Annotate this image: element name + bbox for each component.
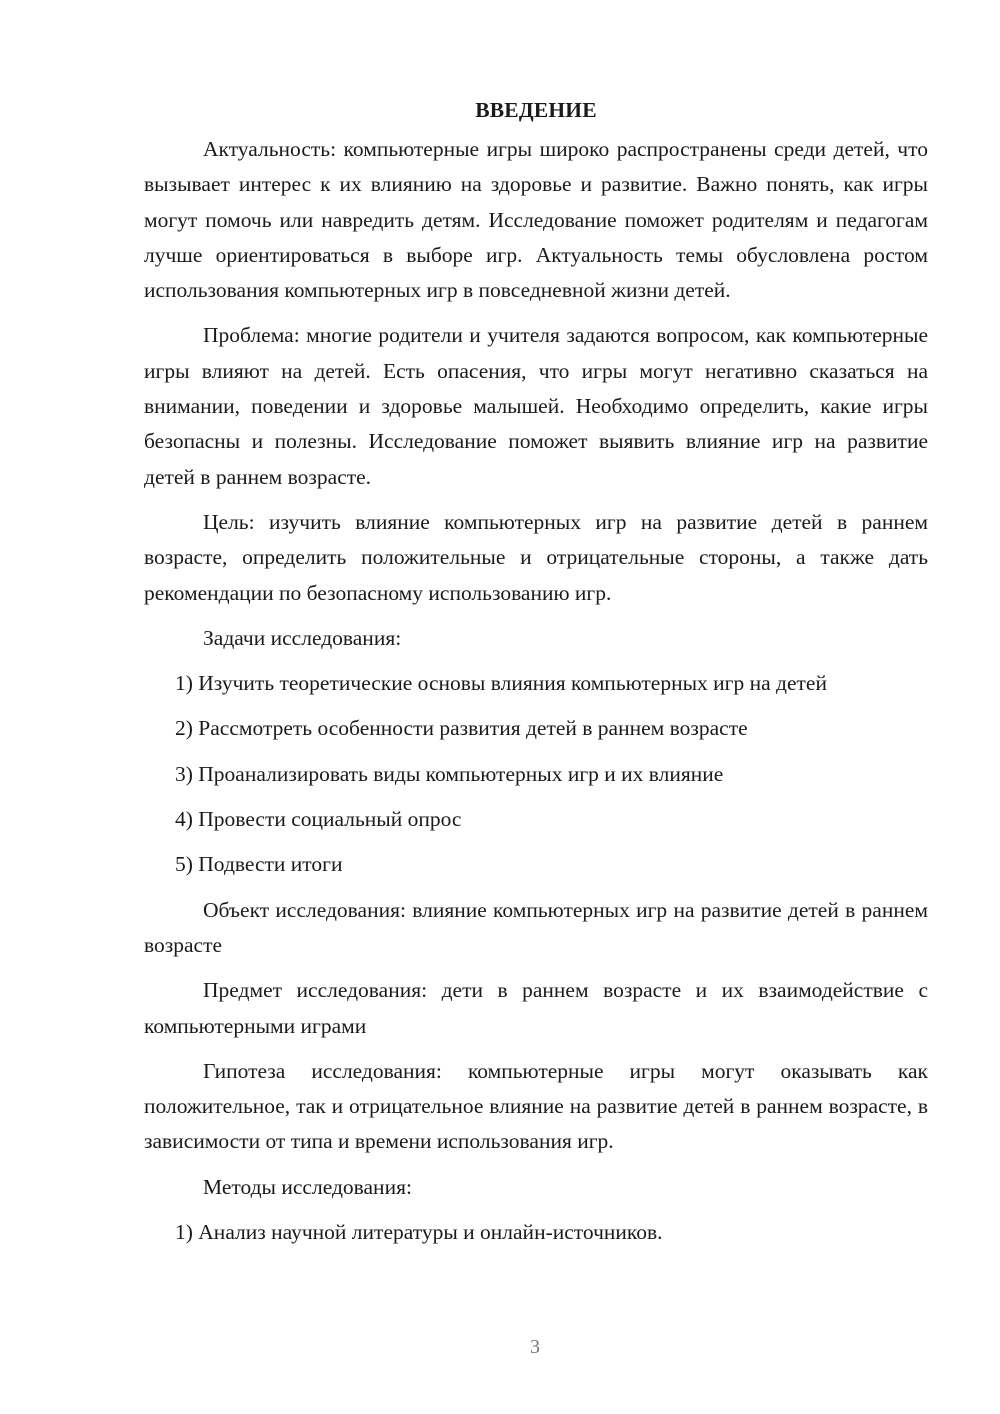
task-item-2: 2) Рассмотреть особенности развития детей в раннем возрасте <box>175 716 748 741</box>
problem-paragraph: Проблема: многие родители и учителя задаются вопросом, как компьютерные игры влияют на детей. Есть опасения, что игры могут негативно сказаться на внимании, поведении и здоровье малышей. Необходимо определить, какие игры безопасны и полезны. Исследование поможет выявить влияние игр на развитие детей в раннем возрасте. <box>144 323 928 489</box>
document-page <box>144 96 928 1260</box>
relevance-paragraph: Актуальность: компьютерные игры широко распространены среди детей, что вызывает интерес к их влиянию на здоровье и развитие. Важно понять, как игры могут помочь или навредить детям. Исследование поможет родителям и педагогам лучше ориентироваться в выборе игр. Актуальность темы обусловлена ростом использования компьютерных игр в повседневной жизни детей. <box>144 137 928 303</box>
hypothesis-paragraph: Гипотеза исследования: компьютерные игры могут оказывать как положительное, так и отрицательное влияние на развитие детей в раннем возрасте, в зависимости от типа и времени использования игр. <box>144 1058 928 1154</box>
task-item-3: 3) Проанализировать виды компьютерных игр и их влияние <box>175 761 724 786</box>
goal-paragraph: Цель: изучить влияние компьютерных игр на развитие детей в раннем возрасте, определить положительные и отрицательные стороны, а также дать рекомендации по безопасному использованию игр. <box>144 509 928 605</box>
task-item-5: 5) Подвести итоги <box>175 852 343 877</box>
methods-heading: Методы исследования: <box>203 1174 412 1199</box>
tasks-heading: Задачи исследования: <box>203 625 402 650</box>
task-item-4: 4) Провести социальный опрос <box>175 807 462 832</box>
subject-paragraph: Предмет исследования: дети в раннем возрасте и их взаимодействие с компьютерными играми <box>144 978 928 1038</box>
page-number: 3 <box>530 1336 540 1358</box>
task-item-1: 1) Изучить теоретические основы влияния компьютерных игр на детей <box>175 671 827 696</box>
section-title: ВВЕДЕНИЕ <box>475 98 597 122</box>
object-paragraph: Объект исследования: влияние компьютерных игр на развитие детей в раннем возрасте <box>144 897 928 957</box>
method-item-1: 1) Анализ научной литературы и онлайн-источников. <box>175 1220 663 1245</box>
